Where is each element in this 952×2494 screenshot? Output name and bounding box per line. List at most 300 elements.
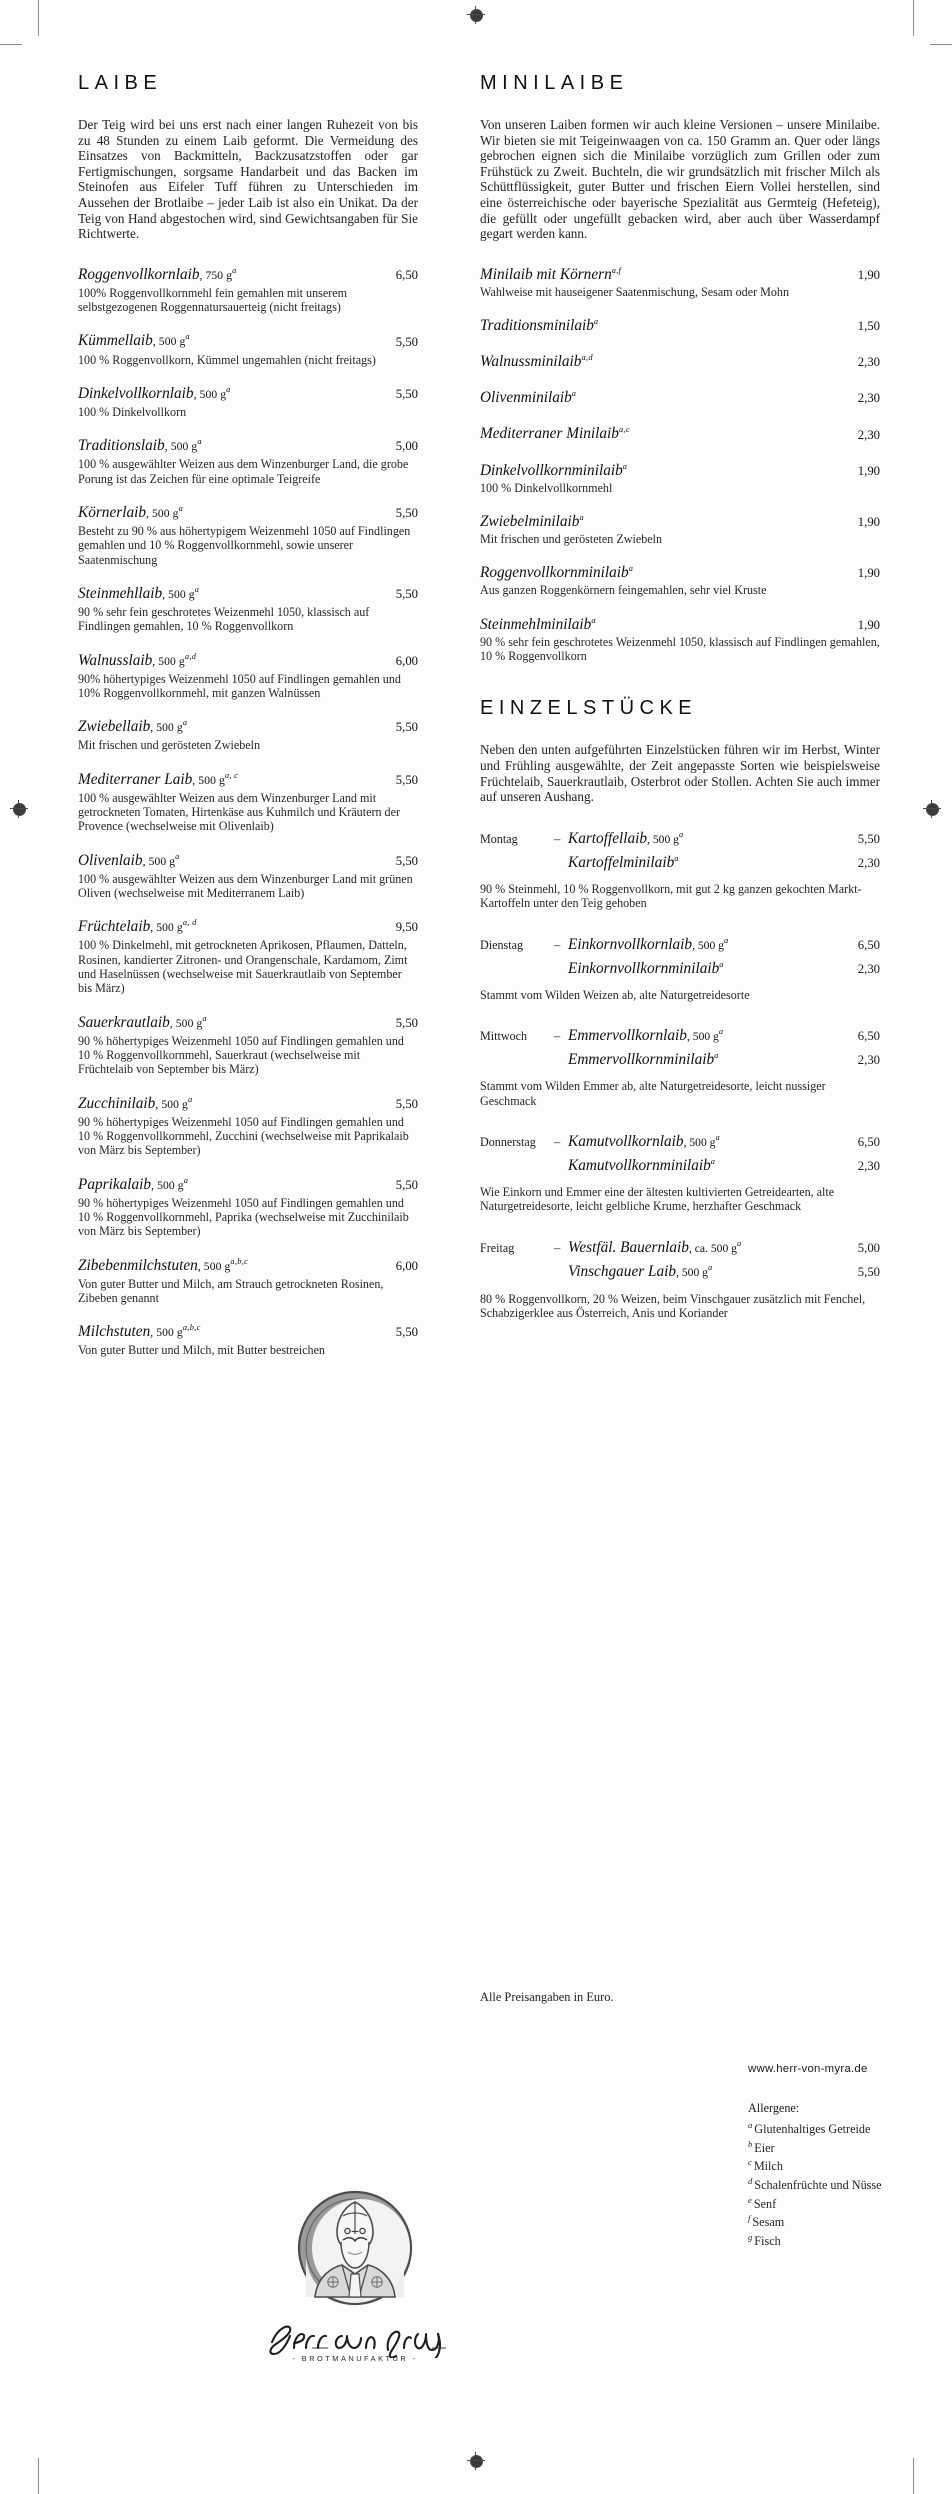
item-price: 5,50 xyxy=(395,586,418,601)
column-minilaibe xyxy=(480,72,880,1340)
item-name-text: Walnusslaib xyxy=(78,651,153,669)
weekday-label: Donnerstag xyxy=(480,1134,536,1149)
allergene-label: Eier xyxy=(754,2140,775,2155)
item-name xyxy=(480,612,842,634)
menu-item xyxy=(78,848,418,901)
item-allergen-marks: a xyxy=(571,389,577,399)
item-description: Wahlweise mit hauseigener Saatenmischung, Sesam oder Mohn xyxy=(480,284,790,299)
item-description: 100% Roggenvollkornmehl fein gemahlen mit unserem selbstgezogenen Roggennatursauerteig (nicht freitags) xyxy=(78,285,348,315)
weekday-entry xyxy=(480,931,880,978)
item-allergen-marks: a xyxy=(197,437,202,447)
item-allergen-marks: a xyxy=(707,1262,713,1272)
item-name-text: Vinschgauer Laib xyxy=(568,1262,677,1280)
item-allergen-marks: a,b,c xyxy=(230,1256,249,1266)
day-item-name xyxy=(568,825,691,849)
weekday-dash: – xyxy=(554,937,561,952)
menu-item xyxy=(78,1091,418,1158)
menu-item xyxy=(78,767,418,834)
item-name-price-row xyxy=(78,381,418,404)
menu-item xyxy=(480,612,880,664)
item-name-price-row xyxy=(78,328,418,351)
allergene-mark: e xyxy=(748,2194,752,2205)
item-name xyxy=(480,262,842,284)
allergene-mark: b xyxy=(748,2138,753,2149)
item-description: 100 % Dinkelvollkorn xyxy=(78,404,187,419)
item-description: 90 % höhertypiges Weizenmehl 1050 auf Findlingen gemahlen und 10 % Roggenvollkornmehl, Sauerkraut (wechselweise mit Früchtelaib von September bis März) xyxy=(78,1033,404,1077)
item-name-price-row xyxy=(78,581,418,604)
weekday-items xyxy=(568,1022,880,1069)
item-name xyxy=(78,433,380,456)
item-name xyxy=(78,1091,380,1114)
item-description: Von guter Butter und Milch, am Strauch getrockneten Rosinen, Zibeben genannt xyxy=(78,1276,384,1305)
day-item-line xyxy=(568,1128,880,1152)
weekday-row xyxy=(480,825,880,872)
item-name-price-row xyxy=(480,509,880,531)
weekday-note: Stammt vom Wilden Emmer ab, alte Naturgetreidesorte, leicht nussiger Geschmack xyxy=(480,1079,826,1108)
item-name-price-row xyxy=(78,500,418,523)
item-name-text: Zwiebellaib xyxy=(78,718,151,736)
weekday-dash: – xyxy=(554,1029,561,1044)
item-name-price-row xyxy=(78,648,418,671)
item-allergen-marks: a xyxy=(232,265,237,275)
weekday-items xyxy=(568,1234,880,1282)
laibe-intro-text: Der Teig wird bei uns erst nach einer langen Ruhezeit von bis zu 48 Stunden zu einem Laib geformt. Die Vermeidung des Einsatzes von Backmitteln, Backzusatzstoffen oder gar Fertigmischungen, sorgsame Handarbeit und das Backen im Steinofen aus Eifeler Tuff führen zu Unterschieden im Aussehen der Brotlaibe – jeder Laib ist also ein Unikat. Da der Teig von Hand abgestochen wird, sind Gewichtsangaben für Sie Richtwerte. xyxy=(78,117,418,242)
item-name-text: Einkornvollkornlaib xyxy=(568,935,693,953)
item-name-price-row xyxy=(480,560,880,582)
weekday-note: Stammt vom Wilden Weizen ab, alte Naturgetreidesorte xyxy=(480,987,750,1002)
allergene-label: Fisch xyxy=(754,2234,781,2248)
item-weight: , 500 g xyxy=(152,654,185,668)
allergene-entry xyxy=(748,2137,938,2156)
weekday-items xyxy=(568,825,880,872)
item-name-text: Westfäl. Bauernlaib xyxy=(568,1238,689,1256)
weekday-note: 80 % Roggenvollkorn, 20 % Weizen, beim Vinschgauer zusätzlich mit Fenchel, Schabzigerklee aus Österreich, Anis und Koriander xyxy=(480,1291,866,1321)
minilaibe-item-list xyxy=(480,262,880,664)
weekday-entry xyxy=(480,1234,880,1282)
allergene-label: Senf xyxy=(753,2196,777,2211)
item-allergen-marks: a xyxy=(715,1132,720,1142)
allergene-label: Sesam xyxy=(752,2215,785,2230)
item-name-text: Roggenvollkornlaib xyxy=(78,265,200,283)
day-item-price: 5,50 xyxy=(857,1264,880,1279)
item-price: 1,90 xyxy=(857,463,880,478)
day-item-line xyxy=(568,955,880,978)
day-item-line xyxy=(568,1152,880,1175)
item-description: 90 % höhertypiges Weizenmehl 1050 auf Findlingen gemahlen und 10 % Roggenvollkornmehl, Zucchini (wechselweise mit Paprikalaib von März bis September) xyxy=(78,1114,409,1158)
allergene-entry xyxy=(748,2230,938,2249)
item-name xyxy=(78,767,380,790)
item-name-price-row xyxy=(480,612,880,634)
item-name-price-row xyxy=(78,914,418,937)
item-allergen-marks: a xyxy=(593,317,599,327)
item-name xyxy=(78,381,380,404)
allergene-mark: c xyxy=(748,2157,752,2168)
allergene-entry xyxy=(748,2174,938,2193)
allergene-mark: a xyxy=(748,2120,753,2130)
allergene-label: Milch xyxy=(753,2159,783,2174)
item-description: 90% höhertypiges Weizenmehl 1050 auf Findlingen gemahlen und 10% Roggenvollkornmehl, mit ganzen Walnüssen xyxy=(78,671,401,700)
day-item-price: 2,30 xyxy=(857,1053,880,1068)
weekday-label: Freitag xyxy=(480,1240,515,1255)
item-price: 5,50 xyxy=(395,334,418,349)
item-name-text: Emmervollkornlaib xyxy=(568,1027,687,1045)
item-price: 5,50 xyxy=(395,772,418,787)
item-weight: , 500 g xyxy=(676,1265,708,1279)
item-name-text: Milchstuten xyxy=(78,1323,151,1341)
weekday-entry xyxy=(480,825,880,872)
item-description: Mit frischen und gerösteten Zwiebeln xyxy=(78,738,261,753)
menu-item xyxy=(78,581,418,634)
item-weight: , 500 g xyxy=(193,387,227,401)
item-price: 1,90 xyxy=(857,515,880,529)
item-name-text: Olivenminilaib xyxy=(480,389,572,407)
weekday-label: Mittwoch xyxy=(480,1029,528,1044)
day-item-line xyxy=(568,1258,880,1282)
weekday-entry xyxy=(480,1022,880,1069)
item-weight: , 500 g xyxy=(150,721,183,735)
allergene-mark: f xyxy=(748,2213,751,2224)
day-item-name xyxy=(568,1258,720,1282)
item-price: 1,90 xyxy=(857,566,880,581)
item-price: 6,00 xyxy=(395,1258,418,1273)
brand-logo xyxy=(250,2178,460,2393)
item-name-text: Walnussminilaib xyxy=(480,353,582,371)
weekday-note: Wie Einkorn und Emmer eine der ältesten kultivierten Getreidearten, alte Naturgetreidesorte, leicht gelbliche Krume, herzhafter Geschmack xyxy=(480,1184,835,1214)
item-allergen-marks: a xyxy=(202,1013,207,1023)
item-weight: , 500 g xyxy=(686,1030,719,1044)
item-allergen-marks: a xyxy=(678,829,684,839)
menu-item xyxy=(78,328,418,366)
weekday-row xyxy=(480,1128,880,1175)
day-item-price: 2,30 xyxy=(857,1158,880,1173)
menu-item xyxy=(480,349,880,371)
laibe-item-list xyxy=(78,262,418,1358)
item-weight: , 500 g xyxy=(197,1259,231,1273)
allergene-entry xyxy=(748,2211,938,2230)
menu-item xyxy=(78,1319,418,1357)
item-price: 5,50 xyxy=(395,1096,418,1111)
item-name xyxy=(78,262,380,285)
weekday-label: Dienstag xyxy=(480,937,523,952)
item-name-text: Kümmellaib xyxy=(78,332,153,350)
item-allergen-marks: a xyxy=(591,615,596,625)
item-name xyxy=(480,458,842,480)
item-allergen-marks: a,f xyxy=(611,265,622,275)
item-allergen-marks: a xyxy=(674,853,679,863)
item-description: 90 % höhertypiges Weizenmehl 1050 auf Findlingen gemahlen und 10 % Roggenvollkornmehl, Paprika (wechselweise mit Zucchinilaib von März bis September) xyxy=(78,1195,409,1239)
weekday-row xyxy=(480,1022,880,1069)
item-allergen-marks: a xyxy=(226,384,231,394)
item-allergen-marks: a xyxy=(628,564,634,574)
herr-von-myra-seal-icon xyxy=(250,2178,460,2358)
item-name xyxy=(78,581,380,604)
menu-item xyxy=(480,385,880,407)
item-allergen-marks: a xyxy=(178,503,184,513)
item-allergen-marks: a xyxy=(736,1238,742,1248)
item-name xyxy=(78,1253,380,1276)
item-weight: , 500 g xyxy=(151,1178,184,1192)
item-name xyxy=(78,328,380,351)
item-name-text: Steinmehlminilaib xyxy=(480,615,592,633)
item-weight: , 500 g xyxy=(155,1097,188,1111)
allergene-title: Allergene: xyxy=(748,2101,800,2115)
item-name-price-row xyxy=(480,349,880,371)
item-name-text: Dinkelvollkornlaib xyxy=(78,384,194,402)
allergene-mark: d xyxy=(748,2175,753,2186)
item-weight: , 500 g xyxy=(169,1016,203,1030)
item-name xyxy=(78,914,380,937)
menu-item xyxy=(78,381,418,419)
weekday-row xyxy=(480,1234,880,1282)
item-price: 6,00 xyxy=(395,653,418,668)
price-currency-note: Alle Preisangaben in Euro. xyxy=(480,1990,614,2004)
item-description: 100 % Dinkelvollkornmehl xyxy=(480,480,613,495)
menu-item xyxy=(78,433,418,486)
item-allergen-marks: a xyxy=(579,512,584,522)
einzelstuecke-intro-text: Neben den unten aufgeführten Einzelstücken führen wir im Herbst, Winter und Frühling ausgewählte, der Zeit angepasste Sorten wie beispielsweise Früchtelaib, Sauerkrautlaib, Osterbrot oder Stollen. Achten Sie auch immer auf unseren Aushang. xyxy=(480,742,880,805)
section-heading-minilaibe: MINILAIBE xyxy=(480,72,629,94)
item-weight: , 500 g xyxy=(692,938,724,952)
item-name-price-row xyxy=(480,385,880,407)
allergene-label: Schalenfrüchte und Nüsse xyxy=(754,2178,882,2193)
menu-item xyxy=(78,1172,418,1239)
day-item-price: 6,50 xyxy=(857,1029,880,1044)
weekday-label: Montag xyxy=(480,831,518,846)
item-name-price-row xyxy=(480,458,880,480)
item-price: 9,50 xyxy=(395,920,418,935)
item-allergen-marks: a,c xyxy=(618,425,630,435)
item-description: Aus ganzen Roggenkörnern feingemahlen, sehr viel Kruste xyxy=(480,583,767,598)
item-name-text: Traditionsminilaib xyxy=(480,317,594,335)
minilaibe-intro-text: Von unseren Laiben formen wir auch kleine Versionen – unsere Minilaibe. Wir bieten sie mit Teigeinwaagen von ca. 150 Gramm an. Quer oder längs gebrochen eignen sich die Minilaibe vorzüglich zum Grillen oder zum Frühstück zu Zweit. Buchteln, die wir grundsätzlich mit frischer Milch als Schüttflüssigkeit, guter Butter und frischen Eiern Vollei herstellen, sind eine österreichische oder bayerische Spezialität aus Germteig (Hefeteig), die gefüllt oder ungefüllt gebacken wird, aber auch über Wasserdampf gegart werden kann. xyxy=(480,117,880,242)
item-weight: , ca. 500 g xyxy=(688,1241,737,1255)
einzelstuecke-day-list xyxy=(480,825,880,1321)
item-price: 5,00 xyxy=(395,439,418,454)
day-item-price: 2,30 xyxy=(857,961,880,976)
weekday-dash: – xyxy=(554,831,561,846)
day-item-name xyxy=(568,1046,727,1069)
item-name-price-row xyxy=(78,1319,418,1342)
item-allergen-marks: a xyxy=(719,959,724,969)
item-description: 100 % ausgewählter Weizen aus dem Winzenburger Land, die grobe Porung ist das Zeichen für eine optimale Teigreife xyxy=(78,457,409,486)
item-allergen-marks: a xyxy=(194,584,200,594)
item-description: Von guter Butter und Milch, mit Butter bestreichen xyxy=(78,1343,325,1358)
item-name-price-row xyxy=(78,262,418,285)
item-name-text: Minilaib mit Körnern xyxy=(480,265,612,283)
day-item-line xyxy=(568,1234,880,1258)
weekday-note: 90 % Steinmehl, 10 % Roggenvollkorn, mit gut 2 kg ganzen gekochten Markt-Kartoffeln unter den Teig gehoben xyxy=(480,881,862,911)
allergene-entry xyxy=(748,2155,938,2174)
item-allergen-marks: a xyxy=(182,718,188,728)
day-item-name xyxy=(568,931,736,955)
item-price: 5,50 xyxy=(395,853,418,868)
menu-item xyxy=(78,262,418,315)
item-allergen-marks: a xyxy=(710,1156,716,1166)
day-item-name xyxy=(568,955,732,978)
section-heading-laibe: LAIBE xyxy=(78,72,163,94)
day-item-line xyxy=(568,1046,880,1069)
menu-item xyxy=(78,500,418,567)
logo-subtitle: - BROTMANUFAKTUR - xyxy=(292,2354,418,2363)
item-price: 5,50 xyxy=(395,1325,418,1340)
allergene-label: Glutenhaltiges Getreide xyxy=(754,2122,871,2137)
menu-item xyxy=(480,313,880,335)
item-name-text: Kamutvollkornminilaib xyxy=(568,1156,711,1174)
item-name-price-row xyxy=(78,848,418,871)
item-allergen-marks: a,d xyxy=(184,651,197,661)
item-weight: , 500 g xyxy=(142,854,176,868)
item-price: 5,50 xyxy=(395,1015,418,1030)
allergene-list xyxy=(748,2118,938,2249)
item-name-text: Emmervollkornminilaib xyxy=(568,1051,715,1069)
day-item-name xyxy=(568,1152,723,1175)
section-heading-einzelstuecke: EINZELSTÜCKE xyxy=(480,697,698,720)
item-name-text: Kartoffelminilaib xyxy=(568,853,675,871)
item-weight: , 500 g xyxy=(647,832,679,846)
item-description: 90 % sehr fein geschrotetes Weizenmehl 1050, klassisch auf Findlingen gemahlen, 10 % Roggenvollkorn xyxy=(78,604,370,634)
day-item-name xyxy=(568,849,687,872)
weekday-dash: – xyxy=(554,1134,561,1149)
item-price: 5,50 xyxy=(395,506,418,520)
item-price: 1,50 xyxy=(857,319,880,334)
website-url[interactable]: www.herr-von-myra.de xyxy=(748,2063,868,2075)
item-allergen-marks: a xyxy=(714,1051,719,1061)
item-name-price-row xyxy=(480,262,880,284)
item-name-text: Dinkelvollkornminilaib xyxy=(480,461,623,479)
item-weight: , 500 g xyxy=(162,587,195,601)
item-description: 100 % Dinkelmehl, mit getrockneten Aprikosen, Pflaumen, Datteln, Rosinen, kandierter Zitronen- und Orangenschale, Kardamom, Zimt und Haselnüssen (wechselweise mit Sauerkrautlaib von September bis März) xyxy=(78,938,408,996)
day-item-line xyxy=(568,931,880,955)
menu-item xyxy=(480,421,880,443)
item-description: Mit frischen und gerösteten Zwiebeln xyxy=(480,532,663,546)
item-weight: , 500 g xyxy=(150,1326,183,1340)
item-price: 5,50 xyxy=(395,720,418,735)
item-price: 5,50 xyxy=(395,1177,418,1192)
item-name-text: Zibebenmilchstuten xyxy=(78,1256,198,1274)
item-price: 2,30 xyxy=(857,427,880,442)
item-weight: , 500 g xyxy=(683,1135,716,1149)
item-name xyxy=(78,1172,380,1195)
weekday-entry xyxy=(480,1128,880,1175)
item-name xyxy=(480,313,842,335)
item-allergen-marks: a xyxy=(723,935,729,945)
item-description: 100 % Roggenvollkorn, Kümmel ungemahlen (nicht freitags) xyxy=(78,352,376,367)
day-item-price: 6,50 xyxy=(857,937,880,952)
item-name xyxy=(78,714,380,737)
item-name-price-row xyxy=(480,313,880,335)
menu-item xyxy=(78,914,418,995)
weekday-items xyxy=(568,931,880,978)
day-item-line xyxy=(568,825,880,849)
item-description: 100 % ausgewählter Weizen aus dem Winzenburger Land mit grünen Oliven (wechselweise mit Mediterranem Laib) xyxy=(78,871,413,901)
item-name-text: Zucchinilaib xyxy=(78,1094,156,1112)
day-item-price: 5,50 xyxy=(857,831,880,846)
item-name-price-row xyxy=(78,1010,418,1033)
item-name-text: Mediterraner Minilaib xyxy=(480,425,619,443)
item-price: 1,90 xyxy=(857,267,880,282)
menu-item xyxy=(78,1253,418,1306)
item-allergen-marks: a, c xyxy=(224,770,239,780)
item-allergen-marks: a xyxy=(622,461,628,471)
item-weight: , 500 g xyxy=(164,440,198,454)
item-name-text: Sauerkrautlaib xyxy=(78,1013,170,1031)
allergene-entry xyxy=(748,2193,938,2212)
item-name-price-row xyxy=(78,1253,418,1276)
item-name-price-row xyxy=(78,714,418,737)
item-name-text: Steinmehllaib xyxy=(78,584,163,602)
item-name-text: Mediterraner Laib xyxy=(78,770,193,788)
footer-info xyxy=(748,2063,938,2249)
item-allergen-marks: a,d xyxy=(581,353,593,363)
item-description: 90 % sehr fein geschrotetes Weizenmehl 1050, klassisch auf Findlingen gemahlen, 10 % Roggenvollkorn xyxy=(480,634,880,664)
item-price: 2,30 xyxy=(857,355,880,370)
item-name xyxy=(480,509,842,531)
menu-item xyxy=(78,1010,418,1077)
item-name xyxy=(78,648,380,671)
item-allergen-marks: a,b,c xyxy=(182,1323,201,1333)
weekday-row xyxy=(480,931,880,978)
item-name-price-row xyxy=(78,1172,418,1195)
weekday-items xyxy=(568,1128,880,1175)
item-allergen-marks: a xyxy=(183,1175,189,1185)
item-name-text: Kamutvollkornlaib xyxy=(568,1132,684,1150)
menu-item xyxy=(480,262,880,299)
item-description: Besteht zu 90 % aus höhertypigem Weizenmehl 1050 auf Findlingen gemahlen und 10 % Roggenvollkornmehl, sowie unserer Saatenmischung xyxy=(78,524,411,567)
item-weight: , 500 g xyxy=(192,773,225,787)
item-weight: , 500 g xyxy=(146,507,179,520)
day-item-name xyxy=(568,1022,731,1046)
column-laibe xyxy=(78,72,418,1372)
item-allergen-marks: a xyxy=(185,332,190,342)
day-item-name xyxy=(568,1234,749,1258)
item-name-price-row xyxy=(78,433,418,456)
item-name xyxy=(480,560,842,582)
item-name-text: Kartoffellaib xyxy=(568,829,648,847)
item-weight: , 500 g xyxy=(150,921,183,935)
item-name xyxy=(78,848,380,871)
menu-item xyxy=(480,560,880,597)
item-name xyxy=(480,385,842,407)
menu-item xyxy=(480,458,880,495)
menu-item xyxy=(78,714,418,752)
allergene-mark: g xyxy=(748,2231,753,2242)
item-allergen-marks: a, d xyxy=(182,918,197,928)
item-name-price-row xyxy=(78,767,418,790)
item-allergen-marks: a xyxy=(175,851,180,861)
day-item-line xyxy=(568,1022,880,1046)
item-name-price-row xyxy=(78,1091,418,1114)
day-item-line xyxy=(568,849,880,872)
item-name xyxy=(480,421,842,443)
item-name xyxy=(78,500,380,523)
item-description: 100 % ausgewählter Weizen aus dem Winzenburger Land mit getrockneten Tomaten, Hirtenkäse aus Kuhmilch und Kräutern der Provence (wechselweise mit Olivenlaib) xyxy=(78,790,400,834)
day-item-price: 5,00 xyxy=(857,1240,880,1255)
allergene-entry xyxy=(748,2118,938,2137)
item-name-text: Zwiebelminilaib xyxy=(480,513,580,530)
item-price: 2,30 xyxy=(857,391,880,406)
item-name-text: Körnerlaib xyxy=(78,504,146,521)
item-name-text: Roggenvollkornminilaib xyxy=(480,564,629,582)
item-name xyxy=(78,1010,380,1033)
day-item-price: 2,30 xyxy=(857,855,880,870)
item-price: 1,90 xyxy=(857,617,880,632)
item-name-price-row xyxy=(480,421,880,443)
item-name-text: Einkornvollkornminilaib xyxy=(568,959,720,977)
item-name-text: Traditionslaib xyxy=(78,437,165,455)
item-allergen-marks: a xyxy=(187,1094,193,1104)
item-allergen-marks: a xyxy=(718,1027,724,1037)
day-item-price: 6,50 xyxy=(857,1134,880,1149)
